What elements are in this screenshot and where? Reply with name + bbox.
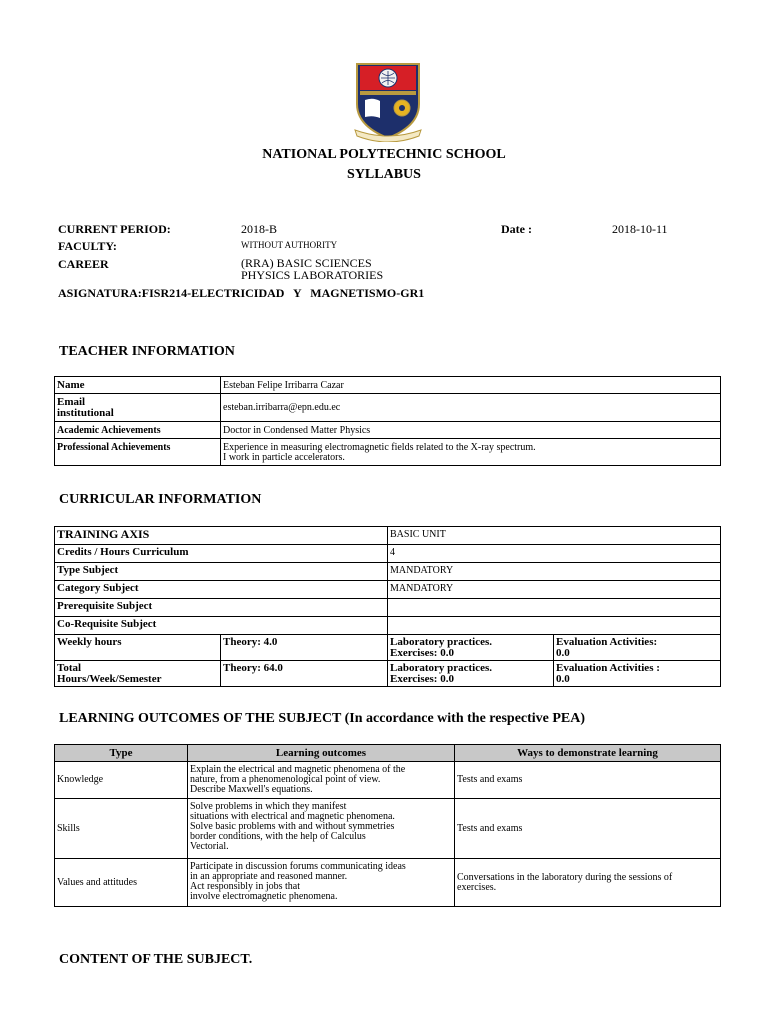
career-label: CAREER: [58, 257, 109, 271]
subject-line: ASIGNATURA:FISR214-ELECTRICIDAD Y MAGNETISMO-GR1: [58, 286, 425, 300]
corequisite-label: Co-Requisite Subject: [55, 617, 388, 635]
name-label: Name: [55, 377, 221, 394]
outcome-line: Solve basic problems with and without symmetries: [190, 821, 395, 832]
outcome-line: Explain the electrical and magnetic phenomena of the: [190, 764, 406, 775]
outcome-text: [188, 799, 455, 859]
doc-type-title: SYLLABUS: [347, 167, 421, 182]
outcome-line: nature, from a phenomenological point of view.: [190, 774, 381, 785]
outcomes-table: [54, 744, 721, 907]
email-label: [55, 394, 221, 422]
outcome-line: Vectorial.: [190, 841, 229, 852]
professional-line2: I work in particle accelerators.: [223, 452, 345, 463]
professional-line1: Experience in measuring electromagnetic fields related to the X-ray spectrum.: [223, 442, 536, 453]
school-title: NATIONAL POLYTECHNIC SCHOOL: [262, 147, 506, 162]
training-axis-value: BASIC UNIT: [388, 527, 721, 545]
outcome-ways-line: exercises.: [457, 881, 497, 893]
weekly-hours-label: Weekly hours: [55, 635, 221, 661]
weekly-theory: Theory: 4.0: [221, 635, 388, 661]
email-value: esteban.irribarra@epn.edu.ec: [221, 394, 721, 422]
outcome-ways: Tests and exams: [455, 762, 721, 799]
type-subject-label: Type Subject: [55, 563, 388, 581]
faculty-label: FACULTY:: [58, 239, 117, 253]
date-value: 2018-10-11: [612, 222, 668, 236]
outcome-text: [188, 762, 455, 799]
table-row: [55, 377, 721, 394]
weekly-eval-line2: 0.0: [556, 647, 570, 659]
table-row: [55, 527, 721, 545]
weekly-lab-line2: Exercises: 0.0: [390, 647, 454, 659]
total-hours-label: [55, 661, 221, 687]
credits-value: 4: [388, 545, 721, 563]
table-row: [55, 859, 721, 907]
outcome-ways: [455, 859, 721, 907]
outcome-text: [188, 859, 455, 907]
total-eval: [554, 661, 721, 687]
outcome-type: Skills: [55, 799, 188, 859]
outcome-type: Values and attitudes: [55, 859, 188, 907]
professional-value: [221, 439, 721, 466]
total-hours-line2: Hours/Week/Semester: [57, 673, 162, 685]
email-label-line1: Email: [57, 396, 86, 408]
name-value: Esteban Felipe Irribarra Cazar: [221, 377, 721, 394]
teacher-heading: TEACHER INFORMATION: [59, 344, 235, 359]
table-row: [55, 799, 721, 859]
table-row: [55, 661, 721, 687]
table-row: [55, 635, 721, 661]
teacher-table: [54, 376, 721, 466]
curricular-heading: CURRICULAR INFORMATION: [59, 492, 262, 507]
total-eval-line1: Evaluation Activities :: [556, 662, 660, 674]
corequisite-value: [388, 617, 721, 635]
outcome-ways-line: Conversations in the laboratory during the sessions of: [457, 871, 673, 883]
table-row: [55, 617, 721, 635]
date-label: Date :: [501, 222, 532, 236]
total-eval-line2: 0.0: [556, 673, 570, 685]
prerequisite-label: Prerequisite Subject: [55, 599, 388, 617]
type-subject-value: MANDATORY: [388, 563, 721, 581]
table-row: [55, 599, 721, 617]
outcome-line: Participate in discussion forums communicating ideas: [190, 861, 406, 872]
outcome-line: Solve problems in which they manifest: [190, 801, 347, 812]
col-outcomes-header: Learning outcomes: [188, 745, 455, 762]
table-row: [55, 422, 721, 439]
col-type-header: Type: [55, 745, 188, 762]
weekly-lab: [388, 635, 554, 661]
weekly-lab-line1: Laboratory practices.: [390, 636, 493, 648]
table-row: [55, 563, 721, 581]
total-theory: Theory: 64.0: [221, 661, 388, 687]
outcome-ways: Tests and exams: [455, 799, 721, 859]
career-line2: PHYSICS LABORATORIES: [241, 268, 384, 282]
email-label-line2: institutional: [57, 407, 114, 419]
total-lab-line2: Exercises: 0.0: [390, 673, 454, 685]
academic-label: Academic Achievements: [55, 422, 221, 439]
total-lab-line1: Laboratory practices.: [390, 662, 493, 674]
faculty-value: WITHOUT AUTHORITY: [241, 240, 338, 250]
academic-value: Doctor in Condensed Matter Physics: [221, 422, 721, 439]
table-row: [55, 581, 721, 599]
outcome-line: border conditions, with the help of Calculus: [190, 831, 366, 842]
total-hours-line1: Total: [57, 662, 82, 674]
col-ways-header: Ways to demonstrate learning: [455, 745, 721, 762]
professional-label: Professional Achievements: [55, 439, 221, 466]
table-row: [55, 545, 721, 563]
training-axis-label: TRAINING AXIS: [55, 527, 388, 545]
table-row: [55, 439, 721, 466]
curricular-table: [54, 526, 721, 687]
table-row: [55, 394, 721, 422]
content-heading: CONTENT OF THE SUBJECT.: [59, 952, 253, 967]
outcome-line: in an appropriate and reasoned manner.: [190, 871, 348, 882]
outcomes-heading: LEARNING OUTCOMES OF THE SUBJECT (In accordance with the respective PEA): [59, 711, 586, 726]
prerequisite-value: [388, 599, 721, 617]
category-subject-label: Category Subject: [55, 581, 388, 599]
outcome-line: situations with electrical and magnetic phenomena.: [190, 811, 395, 822]
category-subject-value: MANDATORY: [388, 581, 721, 599]
school-crest-icon: [351, 60, 425, 142]
total-lab: [388, 661, 554, 687]
outcome-line: Describe Maxwell's equations.: [190, 784, 313, 795]
credits-label: Credits / Hours Curriculum: [55, 545, 388, 563]
current-period-value: 2018-B: [241, 222, 277, 236]
table-header-row: [55, 745, 721, 762]
table-row: [55, 762, 721, 799]
outcome-line: involve electromagnetic phenomena.: [190, 891, 338, 902]
career-line1: (RRA) BASIC SCIENCES: [241, 256, 372, 270]
current-period-label: CURRENT PERIOD:: [58, 222, 171, 236]
weekly-eval: [554, 635, 721, 661]
weekly-eval-line1: Evaluation Activities:: [556, 636, 658, 648]
outcome-line: Act responsibly in jobs that: [190, 881, 300, 892]
outcome-type: Knowledge: [55, 762, 188, 799]
